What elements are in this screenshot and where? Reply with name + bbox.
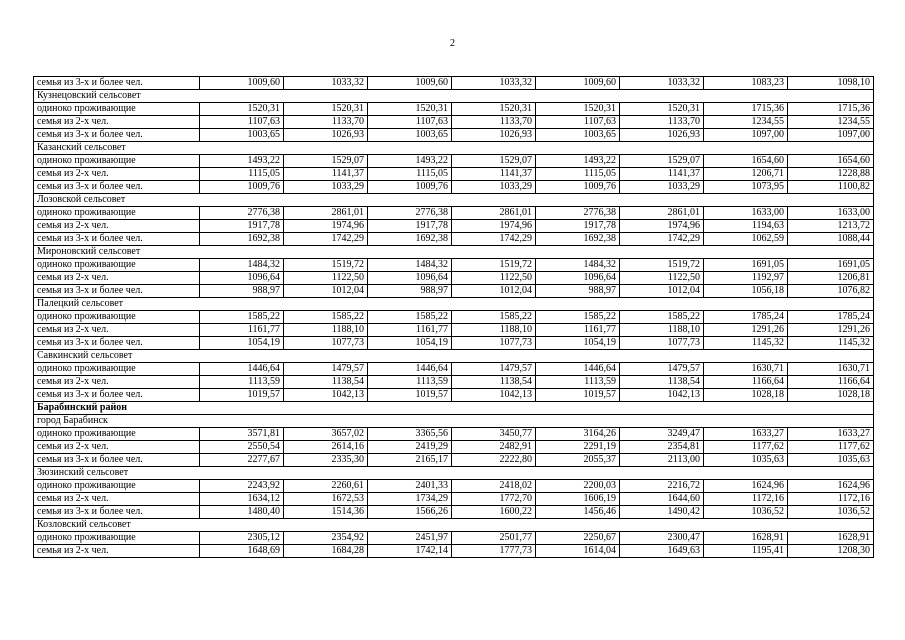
value-cell: 1042,13 (284, 389, 368, 402)
value-cell: 1096,64 (200, 272, 284, 285)
value-cell: 1083,23 (704, 77, 788, 90)
value-cell: 1624,96 (704, 480, 788, 493)
value-cell: 2200,03 (536, 480, 620, 493)
value-cell: 1633,00 (704, 207, 788, 220)
row-label: семья из 3-х и более чел. (34, 233, 200, 246)
value-cell: 1166,64 (704, 376, 788, 389)
section-title: Козловский сельсовет (34, 519, 874, 532)
value-cell: 1520,31 (200, 103, 284, 116)
value-cell: 2335,30 (284, 454, 368, 467)
value-cell: 1003,65 (200, 129, 284, 142)
value-cell: 1088,44 (788, 233, 874, 246)
value-cell: 1012,04 (452, 285, 536, 298)
value-cell: 1054,19 (200, 337, 284, 350)
table-row (34, 454, 874, 467)
value-cell: 1003,65 (368, 129, 452, 142)
row-label: одиноко проживающие (34, 259, 200, 272)
value-cell: 1042,13 (620, 389, 704, 402)
value-cell: 1056,18 (704, 285, 788, 298)
value-cell: 988,97 (368, 285, 452, 298)
value-cell: 1291,26 (704, 324, 788, 337)
value-cell: 1974,96 (452, 220, 536, 233)
value-cell: 1234,55 (704, 116, 788, 129)
value-cell: 1107,63 (368, 116, 452, 129)
value-cell: 1585,22 (536, 311, 620, 324)
value-cell: 1479,57 (452, 363, 536, 376)
value-cell: 1122,50 (284, 272, 368, 285)
value-cell: 1734,29 (368, 493, 452, 506)
value-cell: 988,97 (200, 285, 284, 298)
value-cell: 1692,38 (536, 233, 620, 246)
value-cell: 1742,14 (368, 545, 452, 558)
value-cell: 1035,63 (788, 454, 874, 467)
row-label: одиноко проживающие (34, 103, 200, 116)
table-row (34, 77, 874, 90)
value-cell: 1529,07 (452, 155, 536, 168)
value-cell: 1514,36 (284, 506, 368, 519)
value-cell: 2055,37 (536, 454, 620, 467)
row-label: семья из 2-х чел. (34, 220, 200, 233)
value-cell: 1446,64 (536, 363, 620, 376)
row-label: семья из 3-х и более чел. (34, 77, 200, 90)
value-cell: 2776,38 (536, 207, 620, 220)
value-cell: 1520,31 (368, 103, 452, 116)
table-row (34, 129, 874, 142)
value-cell: 1772,70 (452, 493, 536, 506)
row-label: семья из 2-х чел. (34, 545, 200, 558)
table-row (34, 259, 874, 272)
value-cell: 1484,32 (368, 259, 452, 272)
table-row (34, 181, 874, 194)
value-cell: 1113,59 (200, 376, 284, 389)
value-cell: 2222,80 (452, 454, 536, 467)
row-label: одиноко проживающие (34, 363, 200, 376)
value-cell: 2113,00 (620, 454, 704, 467)
section-header-row (34, 467, 874, 480)
value-cell: 1115,05 (536, 168, 620, 181)
value-cell: 1585,22 (284, 311, 368, 324)
value-cell: 1009,76 (368, 181, 452, 194)
value-cell: 1028,18 (704, 389, 788, 402)
table-row (34, 233, 874, 246)
value-cell: 1520,31 (536, 103, 620, 116)
table-row (34, 103, 874, 116)
section-header-row (34, 519, 874, 532)
table-row (34, 441, 874, 454)
value-cell: 1917,78 (200, 220, 284, 233)
table-row (34, 311, 874, 324)
value-cell: 1974,96 (620, 220, 704, 233)
value-cell: 1096,64 (536, 272, 620, 285)
value-cell: 2501,77 (452, 532, 536, 545)
value-cell: 1188,10 (284, 324, 368, 337)
table-row (34, 493, 874, 506)
value-cell: 1077,73 (452, 337, 536, 350)
value-cell: 1073,95 (704, 181, 788, 194)
value-cell: 1141,37 (284, 168, 368, 181)
value-cell: 1009,76 (536, 181, 620, 194)
value-cell: 1484,32 (200, 259, 284, 272)
value-cell: 1026,93 (284, 129, 368, 142)
table-row (34, 324, 874, 337)
table-row (34, 545, 874, 558)
value-cell: 1141,37 (620, 168, 704, 181)
value-cell: 2482,91 (452, 441, 536, 454)
value-cell: 1633,27 (788, 428, 874, 441)
value-cell: 3365,56 (368, 428, 452, 441)
value-cell: 2861,01 (452, 207, 536, 220)
value-cell: 2260,61 (284, 480, 368, 493)
value-cell: 1161,77 (368, 324, 452, 337)
value-cell: 1141,37 (452, 168, 536, 181)
value-cell: 1122,50 (452, 272, 536, 285)
section-title: город Барабинск (34, 415, 874, 428)
value-cell: 1003,65 (536, 129, 620, 142)
row-label: семья из 2-х чел. (34, 116, 200, 129)
value-cell: 1644,60 (620, 493, 704, 506)
value-cell: 1456,46 (536, 506, 620, 519)
value-cell: 2354,92 (284, 532, 368, 545)
value-cell: 1012,04 (620, 285, 704, 298)
value-cell: 1624,96 (788, 480, 874, 493)
table-row (34, 285, 874, 298)
row-label: одиноко проживающие (34, 428, 200, 441)
value-cell: 1206,81 (788, 272, 874, 285)
row-label: семья из 3-х и более чел. (34, 285, 200, 298)
row-label: семья из 3-х и более чел. (34, 506, 200, 519)
district-header-row (34, 402, 874, 415)
value-cell: 1028,18 (788, 389, 874, 402)
value-cell: 1115,05 (368, 168, 452, 181)
row-label: семья из 3-х и более чел. (34, 337, 200, 350)
value-cell: 1195,41 (704, 545, 788, 558)
table-row (34, 272, 874, 285)
value-cell: 2451,97 (368, 532, 452, 545)
value-cell: 1035,63 (704, 454, 788, 467)
table-row (34, 155, 874, 168)
section-title: Кузнецовский сельсовет (34, 90, 874, 103)
value-cell: 1115,05 (200, 168, 284, 181)
value-cell: 2861,01 (284, 207, 368, 220)
value-cell: 1606,19 (536, 493, 620, 506)
table-row (34, 220, 874, 233)
row-label: семья из 2-х чел. (34, 493, 200, 506)
value-cell: 1036,52 (704, 506, 788, 519)
value-cell: 1054,19 (368, 337, 452, 350)
section-header-row (34, 90, 874, 103)
value-cell: 2216,72 (620, 480, 704, 493)
value-cell: 1742,29 (620, 233, 704, 246)
table-row (34, 168, 874, 181)
row-label: семья из 2-х чел. (34, 324, 200, 337)
value-cell: 1785,24 (704, 311, 788, 324)
value-cell: 2861,01 (620, 207, 704, 220)
table-row (34, 532, 874, 545)
value-cell: 1192,97 (704, 272, 788, 285)
value-cell: 1019,57 (200, 389, 284, 402)
value-cell: 2165,17 (368, 454, 452, 467)
value-cell: 1019,57 (536, 389, 620, 402)
value-cell: 1672,53 (284, 493, 368, 506)
value-cell: 3571,81 (200, 428, 284, 441)
table-row (34, 389, 874, 402)
value-cell: 1614,04 (536, 545, 620, 558)
table-row (34, 116, 874, 129)
value-cell: 1493,22 (200, 155, 284, 168)
value-cell: 1520,31 (452, 103, 536, 116)
value-cell: 1490,42 (620, 506, 704, 519)
value-cell: 1096,64 (368, 272, 452, 285)
value-cell: 1107,63 (536, 116, 620, 129)
value-cell: 1133,70 (620, 116, 704, 129)
value-cell: 2277,67 (200, 454, 284, 467)
value-cell: 1194,63 (704, 220, 788, 233)
row-label: одиноко проживающие (34, 155, 200, 168)
value-cell: 1019,57 (368, 389, 452, 402)
row-label: семья из 2-х чел. (34, 376, 200, 389)
value-cell: 1974,96 (284, 220, 368, 233)
value-cell: 1145,32 (704, 337, 788, 350)
value-cell: 2250,67 (536, 532, 620, 545)
table-row (34, 428, 874, 441)
value-cell: 1691,05 (704, 259, 788, 272)
row-label: семья из 3-х и более чел. (34, 389, 200, 402)
value-cell: 1480,40 (200, 506, 284, 519)
value-cell: 1033,29 (620, 181, 704, 194)
value-cell: 1097,00 (704, 129, 788, 142)
value-cell: 3249,47 (620, 428, 704, 441)
value-cell: 1520,31 (284, 103, 368, 116)
value-cell: 1785,24 (788, 311, 874, 324)
value-cell: 988,97 (536, 285, 620, 298)
value-cell: 1033,32 (284, 77, 368, 90)
value-cell: 2300,47 (620, 532, 704, 545)
table-row (34, 207, 874, 220)
value-cell: 1161,77 (536, 324, 620, 337)
value-cell: 2418,02 (452, 480, 536, 493)
value-cell: 1026,93 (452, 129, 536, 142)
table-body (34, 77, 874, 558)
table-row (34, 363, 874, 376)
section-title: Мироновский сельсовет (34, 246, 874, 259)
value-cell: 1234,55 (788, 116, 874, 129)
value-cell: 1484,32 (536, 259, 620, 272)
value-cell: 1107,63 (200, 116, 284, 129)
value-cell: 1628,91 (788, 532, 874, 545)
table-row (34, 337, 874, 350)
section-title: Казанский сельсовет (34, 142, 874, 155)
value-cell: 1033,29 (284, 181, 368, 194)
value-cell: 1692,38 (200, 233, 284, 246)
value-cell: 2305,12 (200, 532, 284, 545)
section-title: Лозовской сельсовет (34, 194, 874, 207)
value-cell: 1633,27 (704, 428, 788, 441)
value-cell: 1630,71 (704, 363, 788, 376)
value-cell: 1917,78 (536, 220, 620, 233)
value-cell: 1188,10 (620, 324, 704, 337)
value-cell: 1033,32 (620, 77, 704, 90)
value-cell: 1113,59 (368, 376, 452, 389)
value-cell: 1076,82 (788, 285, 874, 298)
value-cell: 1520,31 (620, 103, 704, 116)
value-cell: 1228,88 (788, 168, 874, 181)
page-number: 2 (450, 38, 455, 49)
row-label: семья из 2-х чел. (34, 441, 200, 454)
value-cell: 2401,33 (368, 480, 452, 493)
value-cell: 1585,22 (452, 311, 536, 324)
value-cell: 1291,26 (788, 324, 874, 337)
value-cell: 1648,69 (200, 545, 284, 558)
value-cell: 1519,72 (284, 259, 368, 272)
value-cell: 2354,81 (620, 441, 704, 454)
row-label: одиноко проживающие (34, 532, 200, 545)
value-cell: 1009,60 (536, 77, 620, 90)
value-cell: 1042,13 (452, 389, 536, 402)
row-label: семья из 3-х и более чел. (34, 454, 200, 467)
value-cell: 1098,10 (788, 77, 874, 90)
value-cell: 1715,36 (704, 103, 788, 116)
value-cell: 1585,22 (200, 311, 284, 324)
value-cell: 2419,29 (368, 441, 452, 454)
section-header-row (34, 194, 874, 207)
value-cell: 1566,26 (368, 506, 452, 519)
value-cell: 2550,54 (200, 441, 284, 454)
value-cell: 1009,60 (368, 77, 452, 90)
value-cell: 1529,07 (620, 155, 704, 168)
value-cell: 1208,30 (788, 545, 874, 558)
section-title: Савкинский сельсовет (34, 350, 874, 363)
value-cell: 1742,29 (452, 233, 536, 246)
section-header-row (34, 142, 874, 155)
value-cell: 1033,32 (452, 77, 536, 90)
value-cell: 2776,38 (368, 207, 452, 220)
value-cell: 1585,22 (620, 311, 704, 324)
value-cell: 3164,26 (536, 428, 620, 441)
value-cell: 1691,05 (788, 259, 874, 272)
row-label: семья из 3-х и более чел. (34, 181, 200, 194)
value-cell: 1033,29 (452, 181, 536, 194)
value-cell: 1633,00 (788, 207, 874, 220)
district-title: Барабинский район (34, 402, 874, 415)
value-cell: 1100,82 (788, 181, 874, 194)
value-cell: 1133,70 (452, 116, 536, 129)
value-cell: 1077,73 (284, 337, 368, 350)
value-cell: 2243,92 (200, 480, 284, 493)
value-cell: 1054,19 (536, 337, 620, 350)
row-label: семья из 2-х чел. (34, 272, 200, 285)
value-cell: 1519,72 (452, 259, 536, 272)
value-cell: 1634,12 (200, 493, 284, 506)
table-row (34, 506, 874, 519)
value-cell: 1649,63 (620, 545, 704, 558)
value-cell: 1122,50 (620, 272, 704, 285)
value-cell: 1188,10 (452, 324, 536, 337)
value-cell: 1446,64 (368, 363, 452, 376)
value-cell: 1166,64 (788, 376, 874, 389)
section-header-row (34, 298, 874, 311)
value-cell: 1161,77 (200, 324, 284, 337)
section-title: Палецкий сельсовет (34, 298, 874, 311)
value-cell: 1138,54 (452, 376, 536, 389)
value-cell: 1172,16 (704, 493, 788, 506)
value-cell: 1177,62 (704, 441, 788, 454)
value-cell: 1446,64 (200, 363, 284, 376)
value-cell: 1138,54 (284, 376, 368, 389)
value-cell: 1529,07 (284, 155, 368, 168)
value-cell: 1519,72 (620, 259, 704, 272)
row-label: одиноко проживающие (34, 311, 200, 324)
value-cell: 1684,28 (284, 545, 368, 558)
value-cell: 1036,52 (788, 506, 874, 519)
value-cell: 1172,16 (788, 493, 874, 506)
value-cell: 1113,59 (536, 376, 620, 389)
value-cell: 1600,22 (452, 506, 536, 519)
value-cell: 1097,00 (788, 129, 874, 142)
value-cell: 1145,32 (788, 337, 874, 350)
row-label: семья из 3-х и более чел. (34, 129, 200, 142)
value-cell: 2776,38 (200, 207, 284, 220)
section-header-row (34, 415, 874, 428)
value-cell: 1692,38 (368, 233, 452, 246)
value-cell: 1026,93 (620, 129, 704, 142)
value-cell: 1715,36 (788, 103, 874, 116)
value-cell: 3450,77 (452, 428, 536, 441)
value-cell: 2291,19 (536, 441, 620, 454)
value-cell: 1493,22 (536, 155, 620, 168)
table-row (34, 480, 874, 493)
row-label: одиноко проживающие (34, 207, 200, 220)
value-cell: 1009,60 (200, 77, 284, 90)
value-cell: 1012,04 (284, 285, 368, 298)
value-cell: 2614,16 (284, 441, 368, 454)
value-cell: 3657,02 (284, 428, 368, 441)
value-cell: 1777,73 (452, 545, 536, 558)
row-label: семья из 2-х чел. (34, 168, 200, 181)
value-cell: 1479,57 (620, 363, 704, 376)
value-cell: 1213,72 (788, 220, 874, 233)
value-cell: 1206,71 (704, 168, 788, 181)
value-cell: 1493,22 (368, 155, 452, 168)
value-cell: 1628,91 (704, 532, 788, 545)
value-cell: 1177,62 (788, 441, 874, 454)
value-cell: 1479,57 (284, 363, 368, 376)
value-cell: 1742,29 (284, 233, 368, 246)
value-cell: 1133,70 (284, 116, 368, 129)
value-cell: 1654,60 (788, 155, 874, 168)
value-cell: 1138,54 (620, 376, 704, 389)
value-cell: 1062,59 (704, 233, 788, 246)
value-cell: 1585,22 (368, 311, 452, 324)
value-cell: 1077,73 (620, 337, 704, 350)
table-row (34, 376, 874, 389)
section-header-row (34, 246, 874, 259)
tariff-table (33, 76, 874, 558)
row-label: одиноко проживающие (34, 480, 200, 493)
value-cell: 1654,60 (704, 155, 788, 168)
value-cell: 1630,71 (788, 363, 874, 376)
value-cell: 1917,78 (368, 220, 452, 233)
value-cell: 1009,76 (200, 181, 284, 194)
section-header-row (34, 350, 874, 363)
section-title: Зюзинский сельсовет (34, 467, 874, 480)
